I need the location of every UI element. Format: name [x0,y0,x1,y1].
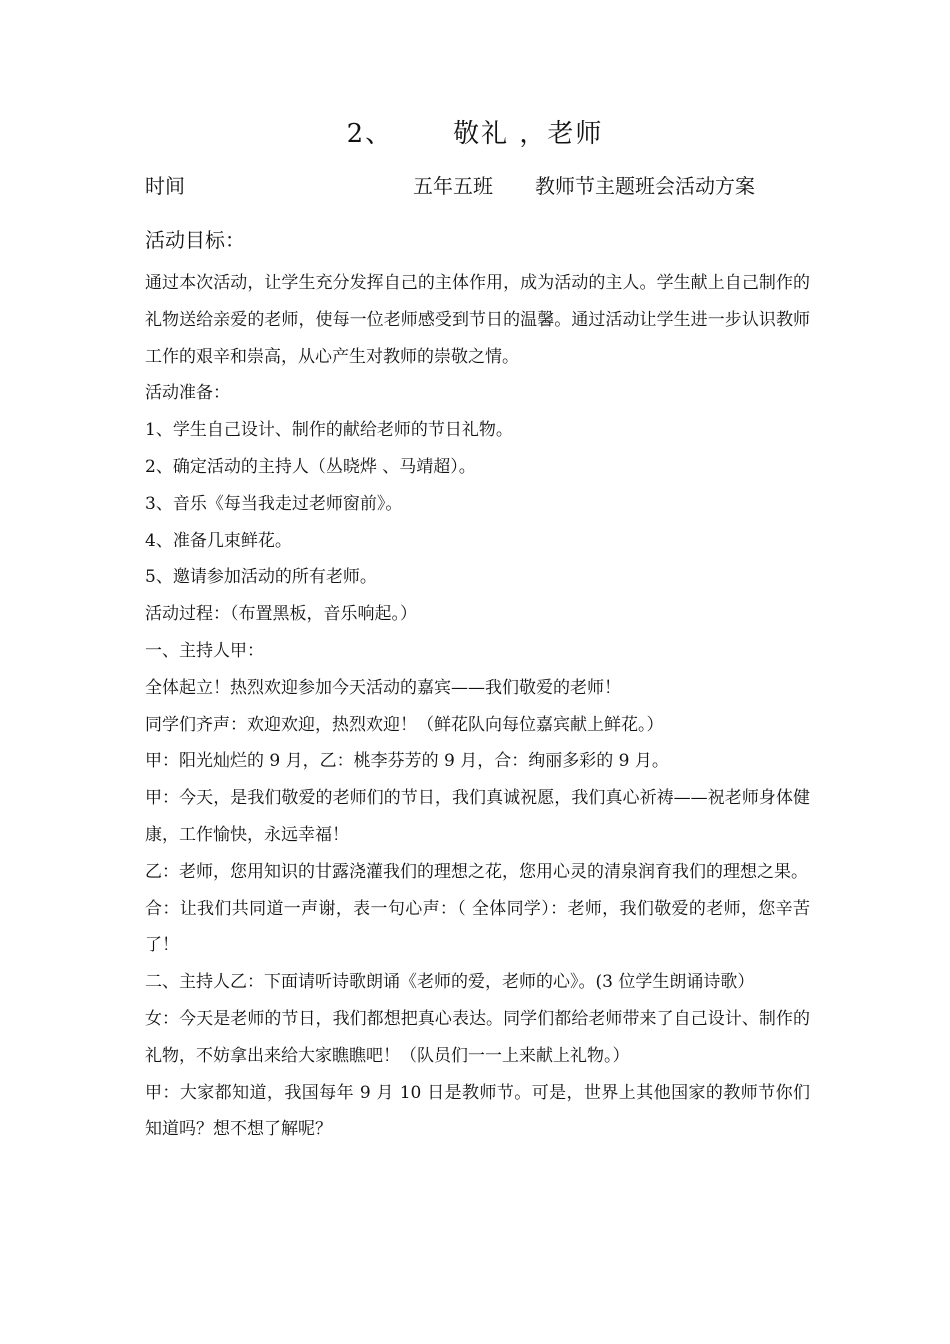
paragraph: 5、邀请参加活动的所有老师。 [145,567,377,588]
paragraph: 2、确定活动的主持人（丛晓烨 、马靖超）。 [145,456,476,477]
paragraph: 一、主持人甲： [145,640,264,661]
plan-label: 教师节主题班会活动方案 [535,174,755,198]
paragraph: 乙：老师，您用知识的甘露浇灌我们的理想之花，您用心灵的清泉润育我们的理想之果。 [145,861,808,882]
paragraph: 3、音乐《每当我走过老师窗前》。 [145,493,403,514]
paragraph: 全体起立！热烈欢迎参加今天活动的嘉宾——我们敬爱的老师！ [145,677,621,698]
paragraph: 合：让我们共同道一声谢，表一句心声：（ 全体同学）：老师，我们敬爱的老师，您辛苦了！ [145,898,810,956]
time-label: 时间 [145,174,185,198]
paragraph: 女：今天是老师的节日，我们都想把真心表达。同学们都给老师带来了自己设计、制作的礼物，不妨拿出来给大家瞧瞧吧！（队员们一一上来献上礼物。） [145,1008,810,1066]
paragraph: 甲：阳光灿烂的 9 月，乙：桃李芬芳的 9 月，合：绚丽多彩的 9 月。 [145,751,669,772]
subtitle-row [145,170,825,204]
paragraph: 活动准备： [145,383,230,404]
goal-heading: 活动目标： [145,228,245,252]
body-text [145,265,810,1148]
paragraph: 活动过程：（布置黑板，音乐响起。） [145,604,417,625]
paragraph: 甲：大家都知道，我国每年 9 月 10 日是教师节。可是，世界上其他国家的教师节你们知道吗？想不想了解呢？ [145,1082,810,1140]
paragraph: 甲：今天，是我们敬爱的老师们的节日，我们真诚祝愿，我们真心祈祷——祝老师身体健康，工作愉快，永远幸福！ [145,788,810,845]
paragraph: 二、主持人乙：下面请听诗歌朗诵《老师的爱，老师的心》。(3 位学生朗诵诗歌） [145,972,755,993]
title-text: 敬礼 ，老师 [453,119,604,149]
document-title [0,113,950,150]
paragraph: 同学们齐声：欢迎欢迎，热烈欢迎！（鲜花队向每位嘉宾献上鲜花。） [145,714,664,735]
paragraph: 1、学生自己设计、制作的献给老师的节日礼物。 [145,420,513,441]
paragraph: 4、准备几束鲜花。 [145,530,292,551]
class-label: 五年五班 [413,174,493,198]
title-number: 2、 [346,119,394,149]
paragraph: 通过本次活动，让学生充分发挥自己的主体作用，成为活动的主人。学生献上自己制作的礼物送给亲爱的老师，使每一位老师感受到节日的温馨。通过活动让学生进一步认识教师工作的艰辛和崇高，从心产生对教师的崇敬之情。 [145,273,810,367]
